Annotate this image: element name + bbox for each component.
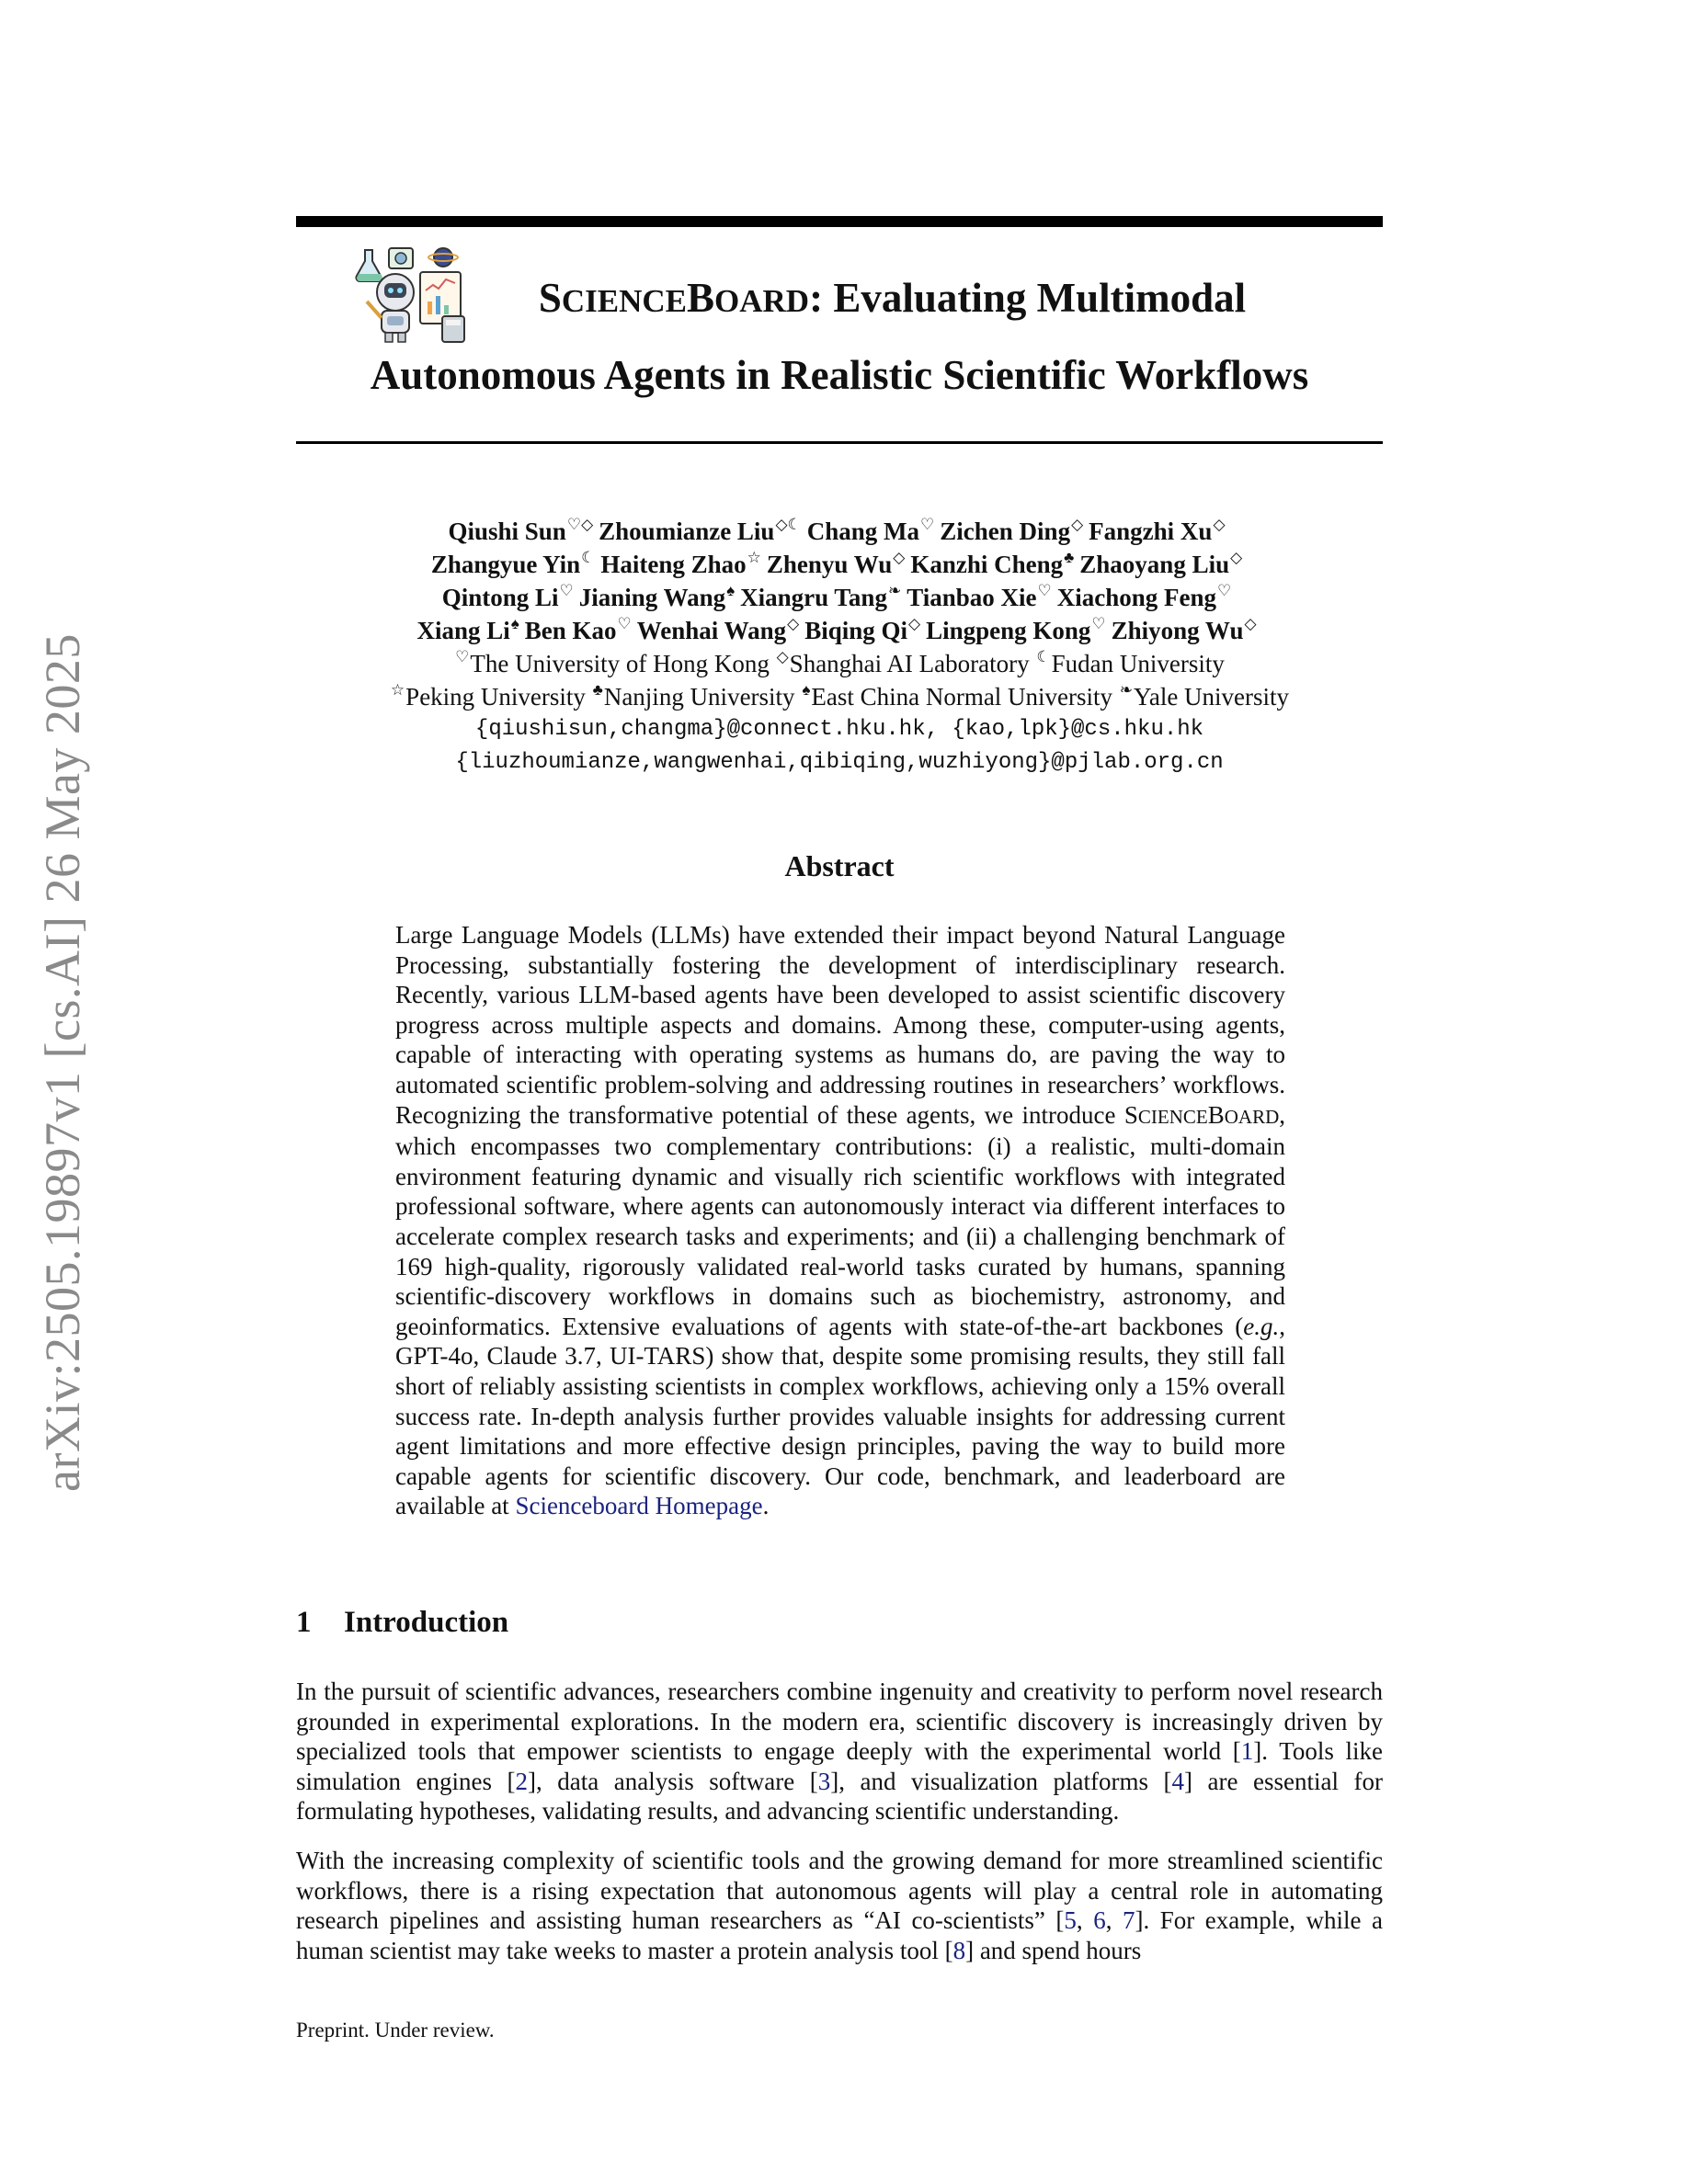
citation-link[interactable]: 6 [1093, 1906, 1106, 1934]
affiliation-name: Fudan University [1051, 650, 1225, 677]
author-name: Ben Kao [524, 617, 617, 644]
author-name: Haiteng Zhao [600, 551, 747, 578]
email-line-1: {qiushisun,changma}@connect.hku.hk, {kao,lpk}@cs.hku.hk [474, 717, 1204, 742]
affiliation-symbol: ☾ [1036, 648, 1051, 665]
affiliation-row [296, 647, 1383, 680]
author-name: Xiachong Feng [1056, 584, 1217, 611]
abstract-heading: Abstract [784, 849, 895, 882]
affiliation-symbol: ♣ [592, 681, 603, 699]
affiliation-mark: ◇ [1230, 549, 1243, 566]
affiliation-mark: ♡ [920, 516, 935, 533]
author-name: Zichen Ding [940, 518, 1071, 545]
author-name: Fangzhi Xu [1089, 518, 1213, 545]
affiliation-symbol: ♡ [455, 648, 470, 665]
homepage-link[interactable]: Scienceboard Homepage [515, 1492, 763, 1520]
paragraph-text: ]. Tools like simulation engines [ [296, 1737, 1383, 1795]
citation-link[interactable]: 7 [1122, 1906, 1135, 1934]
citation-link[interactable]: 2 [515, 1767, 529, 1795]
citation-link[interactable]: 3 [817, 1767, 831, 1795]
author-row [296, 548, 1383, 581]
paragraph-text: In the pursuit of scientific advances, researchers combine ingenuity and creativity to perform novel research grounded in experimental explorations. In the modern era, scientific discovery is increasingly driven by specialized tools that empower scientists to engage deeply with the experimental world [ [296, 1678, 1383, 1765]
paragraph-text: ] and spend hours [965, 1936, 1142, 1964]
author-name: Zhenyu Wu [766, 551, 893, 578]
author-name: Zhaoyang Liu [1079, 551, 1230, 578]
abstract-text: Large Language Models (LLMs) have extended their impact beyond Natural Language Processing, substantially fostering the development of interdisciplinary research. Recently, various LLM-based agents have been developed to assist scientific discovery progress across multiple aspects and domains. Among these, computer-using agents, capable of interacting with operating systems as humans do, are paving the way to automated scientific problem-solving and addressing routines in researchers’ workflows. Recognizing the transformative potential of these agents, we introduce SCIENCEBOARD, which encompasses two complementary contributions: (i) a realistic, multi-domain environment featuring dynamic and visually rich scientific workflows with integrated professional software, where agents can autonomously interact via different interfaces to accelerate complex research tasks and experiments; and (ii) a challenging benchmark of 169 high-quality, rigorously validated real-world tasks curated by humans, spanning scientific-discovery workflows in domains such as biochemistry, astronomy, and geoinformatics. Extensive evaluations of agents with state-of-the-art backbones (e.g., GPT-4o, Claude 3.7, UI-TARS) show that, despite some promising results, they still fall short of reliably assisting scientists in complex workflows, achieving only a 15% overall success rate. In-depth analysis further provides valuable insights for addressing current agent limitations and more effective design principles, paving the way to build more capable agents for scientific discovery. Our code, benchmark, and leaderboard are available at Scienceboard Homepage. [395, 921, 1285, 1520]
affiliation-mark: ◇ [1244, 615, 1257, 632]
author-name: Wenhai Wang [636, 617, 787, 644]
paragraph-text: With the increasing complexity of scientific tools and the growing demand for more streamlined scientific workflows, there is a rising expectation that autonomous agents will play a central role in automating research pipelines and assisting human researchers as “AI co-scientists” [ [296, 1847, 1383, 1934]
affiliation-mark: ◇ [907, 615, 921, 632]
author-name: Qintong Li [441, 584, 559, 611]
affiliation-symbol: ♠ [802, 681, 811, 699]
affiliation-mark: ♡ [1091, 615, 1106, 632]
affiliation-name: Peking University [405, 683, 586, 711]
arxiv-stamp: arXiv:2505.19897v1 [cs.AI] 26 May 2025 [35, 633, 90, 1492]
author-name: Kanzhi Cheng [910, 551, 1064, 578]
author-name: Chang Ma [806, 518, 920, 545]
author-name: Zhoumianze Liu [599, 518, 775, 545]
paragraph-text: ] are essential for formulating hypotheses, validating results, and advancing scientific understanding. [296, 1767, 1384, 1825]
affiliation-name: Shanghai AI Laboratory [789, 650, 1030, 677]
affiliation-name: East China Normal University [811, 683, 1113, 711]
affiliation-mark: ♡ [1217, 582, 1232, 599]
paragraph-text: ]. For example, while a human scientist may take weeks to master a protein analysis tool [ [296, 1906, 1384, 1964]
affiliation-symbol: ◇ [776, 648, 789, 665]
title-bottom-rule [296, 441, 1383, 444]
affiliation-mark: ◇☾ [775, 516, 802, 533]
section-heading-introduction [296, 1604, 508, 1641]
affiliation-mark: ♠ [726, 582, 736, 599]
paragraph-text: ], data analysis software [ [528, 1767, 818, 1795]
author-row [296, 581, 1383, 614]
citation-link[interactable]: 1 [1240, 1737, 1254, 1765]
author-name: Zhangyue Yin [430, 551, 581, 578]
intro-paragraph-1 [296, 1677, 1383, 1826]
affiliation-mark: ◇ [1213, 516, 1226, 533]
paragraph-text: ], and visualization platforms [ [830, 1767, 1172, 1795]
section-number: 1 [296, 1606, 312, 1639]
affiliation-mark: ♡ [1037, 582, 1052, 599]
author-name: Zhiyong Wu [1111, 617, 1244, 644]
citation-link[interactable]: 4 [1171, 1767, 1185, 1795]
affiliation-symbol: ❧ [1119, 681, 1134, 699]
affiliation-mark: ☾ [581, 549, 596, 566]
affiliation-mark: ◇ [893, 549, 906, 566]
system-name: SCIENCEBOARD [1123, 1100, 1280, 1129]
author-name: Xiang Li [416, 617, 510, 644]
affiliation-mark: ♠ [510, 615, 519, 632]
author-row [296, 614, 1383, 647]
affiliation-name: Nanjing University [603, 683, 795, 711]
affiliation-symbol: ☆ [390, 681, 405, 699]
author-block [296, 515, 1383, 779]
author-row [296, 515, 1383, 548]
affiliation-mark: ♣ [1064, 549, 1075, 566]
preprint-footer: Preprint. Under review. [296, 2019, 495, 2042]
title-top-rule [296, 216, 1383, 227]
affiliation-mark: ♡ [617, 615, 632, 632]
affiliation-list [296, 647, 1383, 713]
paragraph-text: , [1076, 1906, 1094, 1934]
paragraph-text: , [1105, 1906, 1123, 1934]
author-name: Xiangru Tang [740, 584, 887, 611]
affiliation-mark: ◇ [787, 615, 800, 632]
paper-title-line-2: Autonomous Agents in Realistic Scientific Workflows [370, 352, 1309, 398]
email-line-2: {liuzhoumianze,wangwenhai,qibiqing,wuzhiyong}@pjlab.org.cn [455, 750, 1224, 775]
citation-link[interactable]: 8 [952, 1936, 966, 1964]
section-title: Introduction [344, 1606, 509, 1639]
paper-title-line-1: SCIENCEBOARD: Evaluating Multimodal [538, 275, 1247, 321]
affiliation-name: Yale University [1134, 683, 1290, 711]
author-list [296, 515, 1383, 647]
citation-link[interactable]: 5 [1064, 1906, 1077, 1934]
author-name: Lingpeng Kong [926, 617, 1091, 644]
author-name: Biqing Qi [804, 617, 907, 644]
affiliation-name: The University of Hong Kong [470, 650, 770, 677]
affiliation-row [296, 680, 1383, 713]
affiliation-mark: ☆ [747, 549, 761, 566]
affiliation-mark: ♡ [559, 582, 574, 599]
intro-paragraph-2 [296, 1846, 1383, 1965]
author-name: Jianing Wang [578, 584, 726, 611]
affiliation-mark: ❧ [887, 582, 902, 599]
author-name: Tianbao Xie [907, 584, 1037, 611]
author-name: Qiushi Sun [448, 518, 566, 545]
affiliation-mark: ◇ [1071, 516, 1084, 533]
affiliation-mark: ♡◇ [566, 516, 594, 533]
